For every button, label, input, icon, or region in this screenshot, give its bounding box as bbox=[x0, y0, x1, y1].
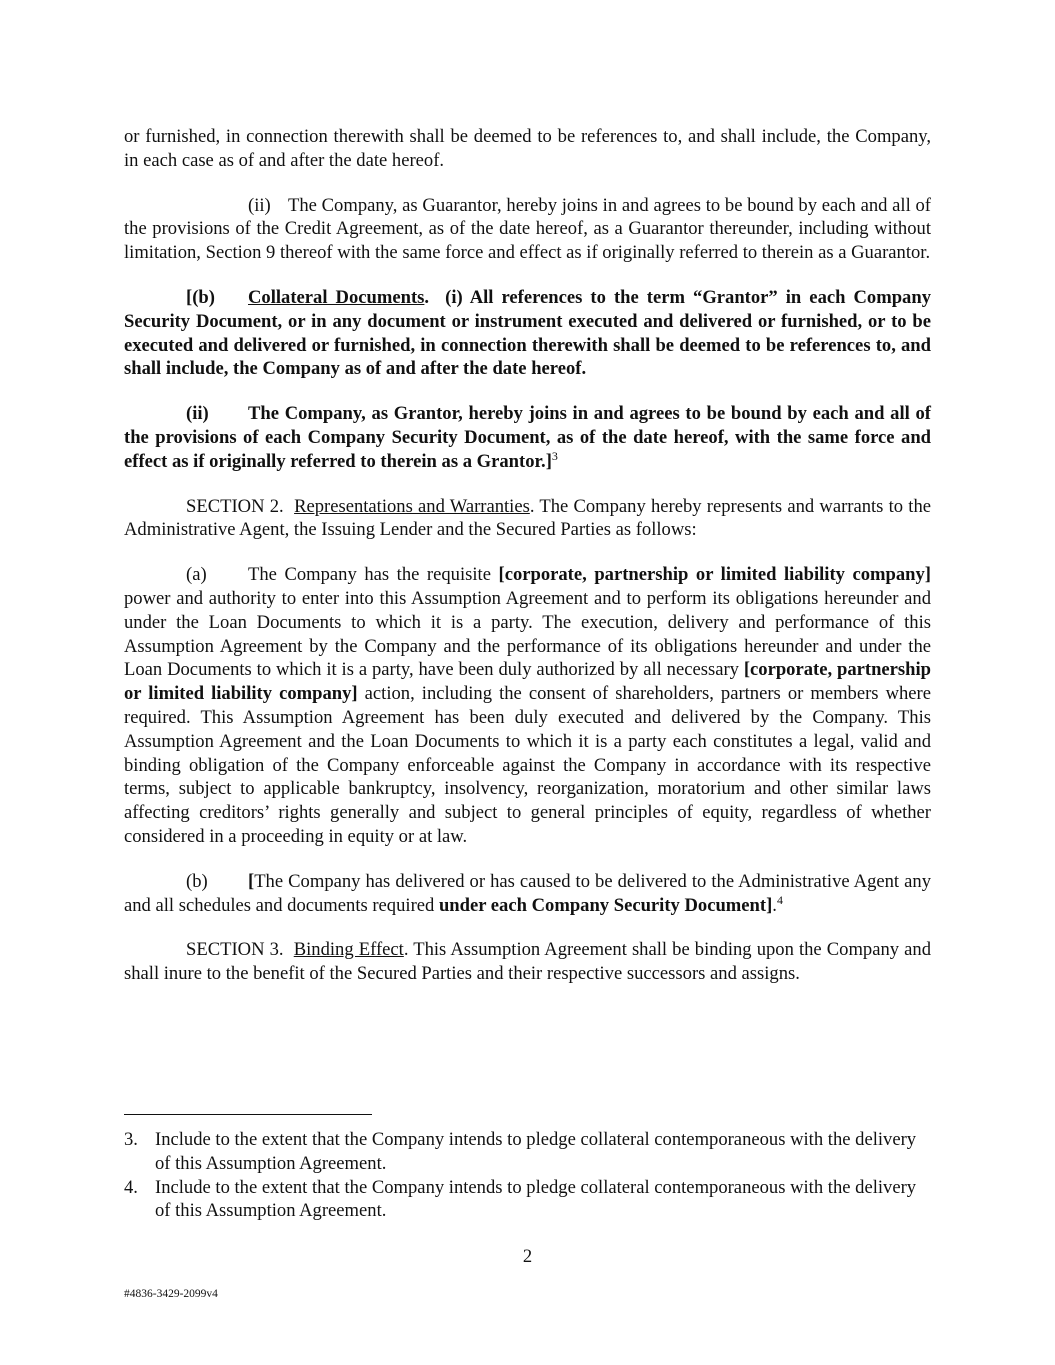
paragraph-continuation: or furnished, in connection therewith shall be deemed to be references to, and shall include, the Company, in each case as of and after the date hereof. bbox=[124, 126, 931, 171]
clause-label: (ii) bbox=[248, 194, 271, 216]
body-text bbox=[124, 125, 931, 986]
clause-text: The Company, as Guarantor, hereby joins in and agrees to be bound by each and all of the provisions of the Credit Agreement, as of the date hereof, as a Guarantor thereunder, including without limitation, Section 9 thereof with the same force and effect as if originally referred to therein as a Guarantor. bbox=[124, 194, 931, 264]
footnote-ref-4: 4 bbox=[776, 892, 783, 907]
footnote-ref-3: 3 bbox=[551, 448, 558, 463]
footnote-separator bbox=[124, 1114, 372, 1115]
section-heading: Representations and Warranties bbox=[294, 495, 530, 517]
clause-text: The Company has the requisite bbox=[248, 564, 499, 586]
section-2-b bbox=[124, 870, 931, 918]
page-number: 2 bbox=[522, 1246, 533, 1267]
footnotes bbox=[124, 1128, 931, 1223]
footnote-text: Include to the extent that the Company intends to pledge collateral contemporaneous with the delivery of this Assumption Agreement. bbox=[155, 1129, 917, 1174]
clause-label: (a) bbox=[186, 564, 207, 586]
paragraph-guarantor-ii bbox=[124, 194, 931, 265]
clause-text: The Company has delivered or has caused to be delivered to the Administrative Agent any and all schedules and documents required bbox=[124, 870, 931, 916]
clause-text: The Company, as Grantor, hereby joins in and agrees to be bound by each and all of the provisions of each Company Security Document, as of the date hereof, with the same force and effect as if originally referred to therein as a Grantor.] bbox=[124, 403, 931, 472]
footnote-number: 3. bbox=[124, 1129, 138, 1150]
bold-phrase: under each Company Security Document] bbox=[438, 894, 773, 916]
clause-label: (ii) bbox=[186, 403, 209, 425]
footnote-4 bbox=[124, 1176, 931, 1224]
section-3 bbox=[124, 938, 931, 986]
open-bracket: [ bbox=[248, 870, 255, 892]
section-text: . The Company hereby represents and warrants to the Administrative Agent, the Issuing Lender and the Secured Parties as follows: bbox=[124, 495, 931, 541]
clause-label: [(b) bbox=[186, 286, 215, 308]
clause-label: (b) bbox=[186, 870, 208, 892]
paragraph-collateral-documents bbox=[124, 286, 931, 381]
bracket-entity-type: [corporate, partnership or limited liability company] bbox=[498, 564, 931, 586]
clause-text: (i) All references to the term “Grantor” in each Company Security Document, or in any document or instrument executed and delivered or furnished, or to be executed and delivered or furnished, in connection therewith shall be deemed to be references to, and shall include, the Company as of and after the date hereof. bbox=[124, 286, 931, 380]
document-id: #4836-3429-2099v4 bbox=[124, 1288, 218, 1300]
bracket-entity-type: [corporate, partnership or limited liability company] bbox=[124, 659, 931, 705]
section-number: SECTION 2. bbox=[186, 495, 284, 517]
section-heading: Binding Effect bbox=[293, 939, 404, 961]
section-2-a bbox=[124, 563, 931, 849]
heading-period: . bbox=[424, 286, 430, 308]
section-number: SECTION 3. bbox=[186, 939, 284, 961]
footnote-number: 4. bbox=[124, 1176, 138, 1198]
section-2 bbox=[124, 495, 931, 543]
paragraph-grantor-ii bbox=[124, 402, 931, 473]
section-text: . This Assumption Agreement shall be binding upon the Company and shall inure to the benefit of the Secured Parties and their respective successors and assigns. bbox=[124, 939, 931, 985]
footnote-text: Include to the extent that the Company intends to pledge collateral contemporaneous with the delivery of this Assumption Agreement. bbox=[155, 1176, 917, 1222]
clause-end: . bbox=[772, 894, 777, 916]
collateral-documents-heading: Collateral Documents bbox=[248, 286, 425, 308]
clause-text: action, including the consent of shareholders, partners or members where required. This Assumption Agreement has been duly executed and delivered by the Company. This Assumption Agreement and the Loan Documents to which it is a party each constitutes a legal, valid and binding obligation of the Company enforceable against the Company in accordance with its respective terms, subject to applicable bankruptcy, insolvency, reorganization, moratorium and other similar laws affecting creditors’ rights generally and subject to general principles of equity, regardless of whether considered in a proceeding in equity or at law. bbox=[124, 683, 931, 847]
footnote-3 bbox=[124, 1128, 931, 1176]
clause-text: power and authority to enter into this Assumption Agreement and to perform its obligations hereunder and under the Loan Documents to which it is a party. The execution, delivery and performance of this Assumption Agreement by the Company and the performance of its obligations hereunder and under the Loan Documents to which it is a party, have been duly authorized by all necessary bbox=[124, 587, 931, 681]
